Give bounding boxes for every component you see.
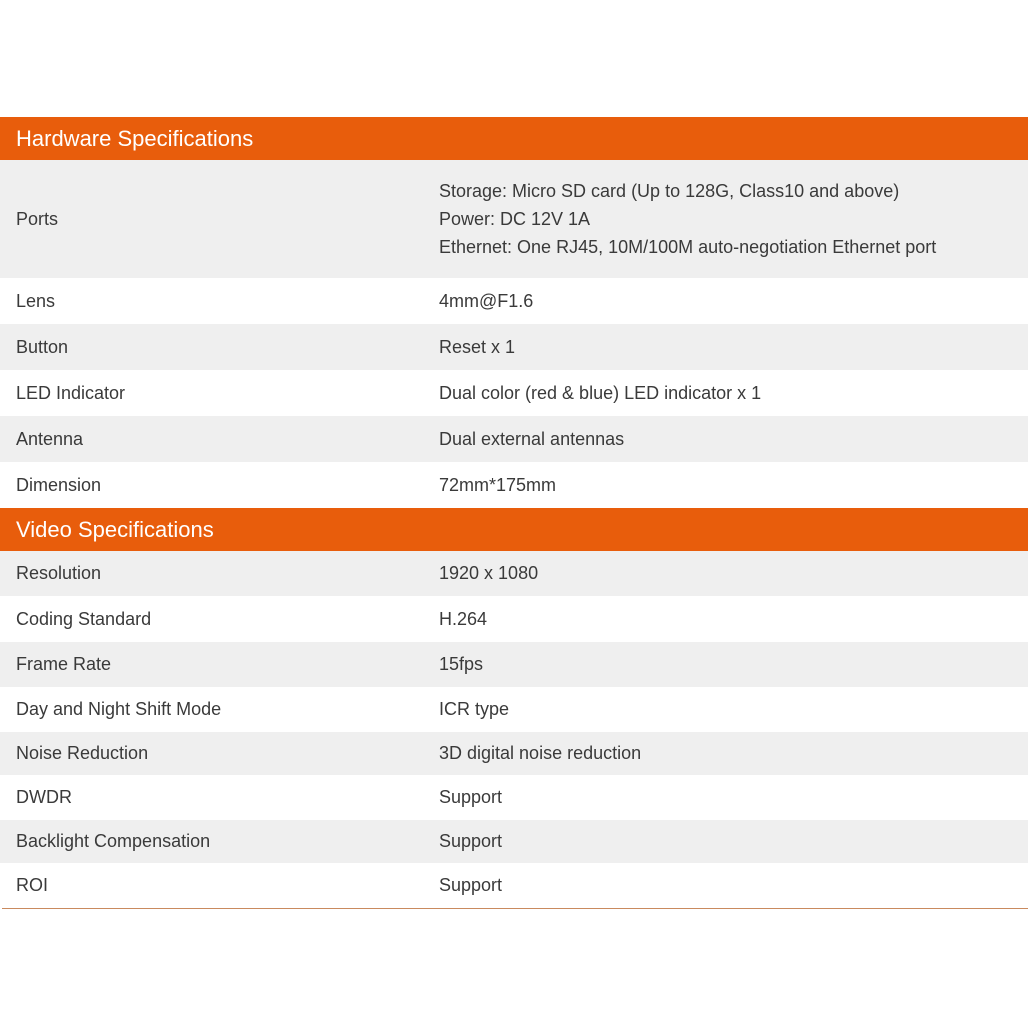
spec-label: LED Indicator: [16, 382, 126, 403]
spec-row-roi: [0, 863, 1028, 908]
spec-label: Button: [16, 336, 69, 357]
spec-row-led-indicator: [0, 370, 1028, 416]
spec-value: [439, 177, 1028, 261]
ports-storage-line: Storage: Micro SD card (Up to 128G, Class10 and above): [439, 181, 900, 201]
spec-label: Backlight Compensation: [16, 831, 211, 851]
spec-label: ROI: [16, 875, 49, 895]
spec-row-lens: [0, 278, 1028, 324]
spec-label: Frame Rate: [16, 654, 112, 674]
spec-row-resolution: [0, 551, 1028, 596]
spec-label: Noise Reduction: [16, 743, 149, 763]
spec-label: Day and Night Shift Mode: [16, 699, 222, 719]
spec-row-dwdr: [0, 775, 1028, 820]
spec-value: Dual color (red & blue) LED indicator x 1: [439, 382, 762, 403]
spec-value: ICR type: [439, 699, 510, 719]
spec-value: Dual external antennas: [439, 428, 625, 449]
spec-row-ports: [0, 160, 1028, 278]
spec-row-backlight-compensation: [0, 820, 1028, 863]
spec-label: DWDR: [16, 787, 72, 807]
spec-sheet: [0, 117, 1028, 909]
spec-value: 15fps: [439, 654, 484, 674]
spec-label: Resolution: [16, 563, 102, 583]
spec-value: Reset x 1: [439, 336, 516, 357]
spec-value: 1920 x 1080: [439, 563, 539, 583]
table-bottom-divider: [2, 908, 1028, 909]
spec-value: 4mm@F1.6: [439, 290, 534, 311]
spec-value: Support: [439, 831, 503, 851]
spec-value: Support: [439, 875, 503, 895]
spec-value: 72mm*175mm: [439, 474, 557, 495]
spec-row-noise-reduction: [0, 732, 1028, 775]
spec-row-dimension: [0, 462, 1028, 508]
ports-power-line: Power: DC 12V 1A: [439, 209, 591, 229]
spec-row-day-night-mode: [0, 687, 1028, 732]
spec-row-button: [0, 324, 1028, 370]
spec-value: Support: [439, 787, 503, 807]
hardware-section-header: Hardware Specifications: [0, 117, 1028, 160]
spec-label: Coding Standard: [16, 608, 152, 629]
spec-label: Ports: [16, 208, 59, 229]
spec-label: Lens: [16, 290, 56, 311]
spec-value: H.264: [439, 608, 488, 629]
spec-value: 3D digital noise reduction: [439, 743, 642, 763]
spec-label: Dimension: [16, 474, 102, 495]
spec-row-coding-standard: [0, 596, 1028, 642]
ports-ethernet-line: Ethernet: One RJ45, 10M/100M auto-negotiation Ethernet port: [439, 237, 937, 257]
spec-row-frame-rate: [0, 642, 1028, 687]
video-section-header: Video Specifications: [0, 508, 1028, 551]
spec-row-antenna: [0, 416, 1028, 462]
spec-label: Antenna: [16, 428, 84, 449]
